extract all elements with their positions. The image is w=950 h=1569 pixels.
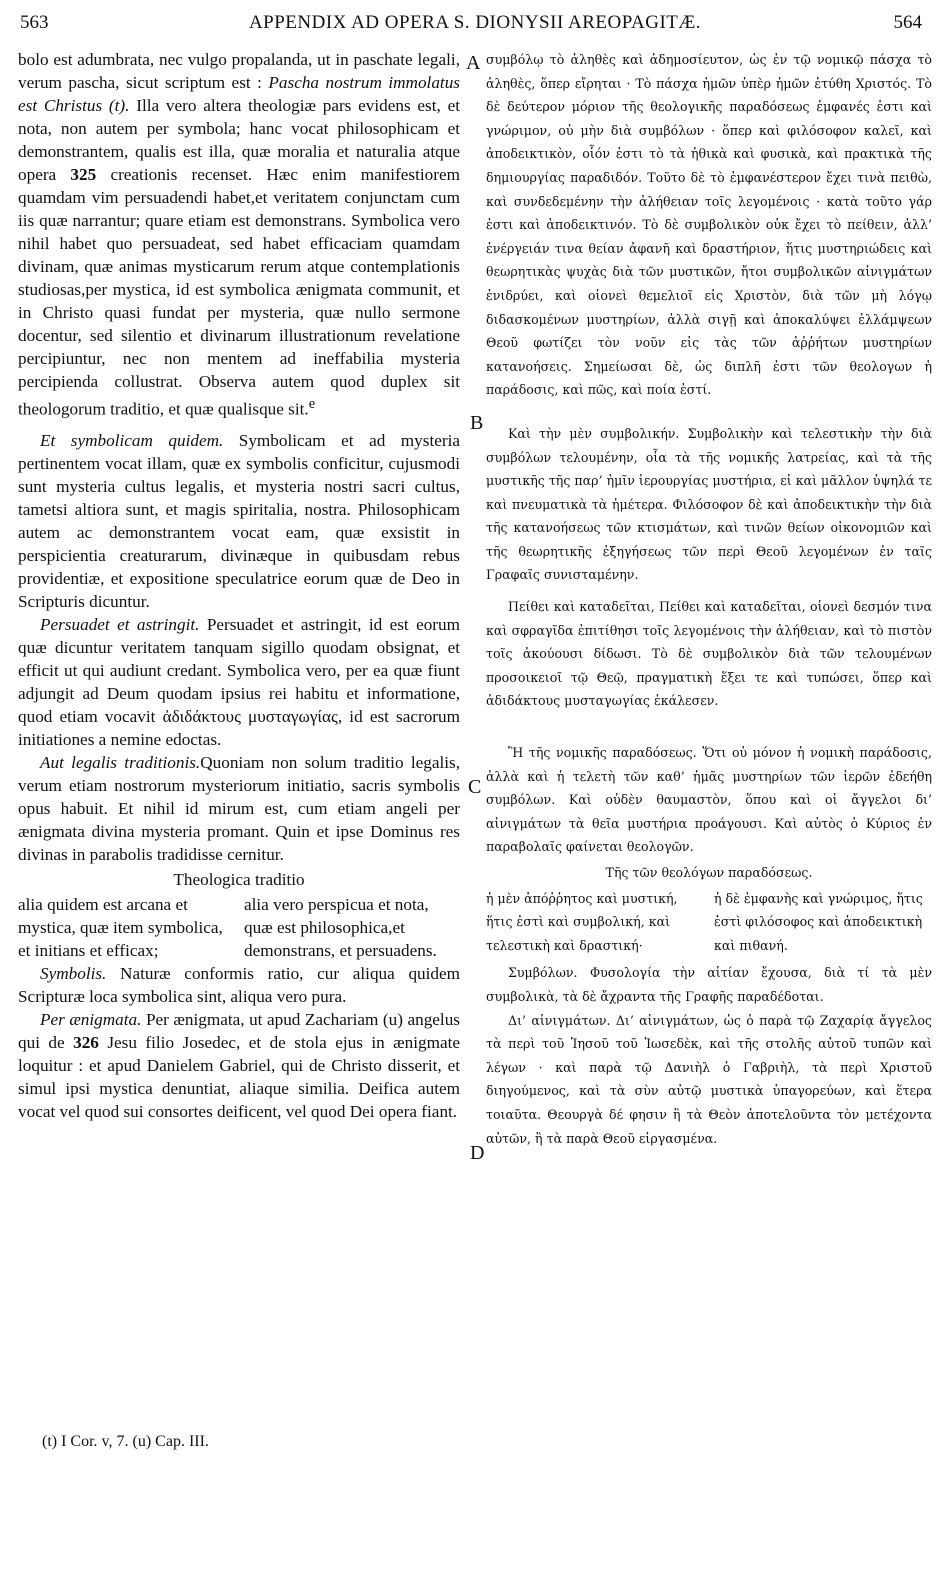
greek-paragraph: συμβόλῳ τὸ ἀληθὲς καὶ ἀδημοσίευτον, ὡς ἐν τῷ νομικῷ πάσχα τὸ ἀληθὲς, ὅπερ εἴρηται · Τὸ πάσχα ἡμῶν ὑπὲρ ἡμῶν ἐτύθη Χριστός. Τὸ δὲ δεύτερον μόριον τῆς θεολογικῆς παραδόσεως ἐμφανές ἐστι καὶ γνώριμον, οὐ μὴν διὰ συμβόλων · ὅπερ καὶ φιλόσοφον καλεῖ, καὶ ἀποδεικτικὸν, οἷόν ἐστι τὸ τὰ ἠθικὰ καὶ φυσικὰ, καὶ πρακτικὰ τῆς δημιουργίας παραδιδόν. Τοῦτο δὲ τὸ ἐμφανέστερον ἔχει τινὰ πειθὼ, καὶ συνδεδεμένην τὴν ἀλήθειαν τοῖς λεγομένοις · κατὰ τοῦτο γάρ ἐστι καὶ ἀποδεικτινόν. Τὸ δὲ συμβολικὸν οὐκ ἔχει τὸ πείθειν, ἀλλ’ ἐνέργειάν τινα θείαν ἀφανῆ καὶ δραστήριον, ἥτις μυστηριώδεις καὶ θεωρητικὰς ψυχὰς διὰ τῶν μυστικῶν, ἤτοι συμβολικῶν αἰνιγμάτων ἐνιδρύει, καὶ οἱονεὶ θεμελιοῖ εἰς Χριστὸν, διὰ τῶν μὴ λόγῳ διδασκομένων μυστηρίων, ἀλλὰ σιγῇ καὶ ἀποκαλύψει ἐλλάμψεων Θεοῦ φωτίζει τὸν νοῦν εἰς τὰς τῶν ἀῤῥήτων μυστηρίων κατανοήσεις. Σημείωσαι δὲ, ὡς διπλῆ ἐστι τῶν θεολογων ἡ παράδοσις, καὶ πῶς, καὶ ποία ἐστί. — [486, 52, 932, 398]
greek-paragraph: Δι’ αἰνιγμάτων. Δι’ αἰνιγμάτων, ὡς ὁ παρὰ τῷ Ζαχαρίᾳ ἄγγελος τὰ περὶ τοῦ Ἰησοῦ τοῦ Ἰωσεδὲκ, καὶ τῆς στολῆς αὐτοῦ τυπῶν καὶ λέγων · καὶ παρὰ τῷ Δανιὴλ ὁ Γαβριὴλ, τὰ περὶ Χριστοῦ διηγούμενος, καὶ τὰ σὺν αὐτῷ μυστικὰ ὑπαγορεύων, καὶ ἕτερα τοιαῦτα. Θεουργὰ δέ φησιν ἢ τὰ Θεὸν ἀποτελοῦντα τὸν μετέχοντα αὐτῶν, ἢ τὰ παρὰ Θεοῦ εἰργασμένα. — [486, 1012, 932, 1146]
page-number-right: 564 — [893, 12, 922, 33]
greek-chart-title: Τῆς τῶν θεολόγων παραδόσεως. — [605, 865, 813, 880]
lemma: Et symbolicam quidem. — [40, 430, 224, 450]
tradition-chart-title: Theologica traditio — [173, 869, 305, 889]
page-header — [0, 10, 950, 36]
latin-text: Naturæ conformis ratio, cur aliqua quidem Scripturæ loca symbolica sint, aliqua vero pura. — [18, 963, 460, 1006]
latin-text: Jesu filio Josedec, et de stola ejus in ænigmate loquitur : et apud Danielem Gabriel, qui de Christo disserit, et simul ipsi mystica denuntiat, aliaque similia. Deifica autem vocat vel quod sui consortes deificent, vel quod Dei opera fiant. — [18, 1032, 460, 1121]
margin-letter-a: A — [466, 52, 481, 74]
latin-text: bolo est adumbrata, nec vulgo propalanda, ut in paschate legali, verum pascha, sicut scriptum est : — [18, 50, 460, 92]
lemma: Symbolis. — [40, 963, 107, 983]
footnotes: (t) I Cor. v, 7. (u) Cap. III. — [42, 1433, 209, 1450]
latin-text: Persuadet et astringit, id est eorum quæ dicuntur veritatem tanquam sigillo quodam obsignat, et efficit ut qui audiunt credant. Symbolica vero, per ea quæ fiunt adjungit ad Deum quodam ipsius rei habitu et informatione, quod etiam vocavit ἀδιδάκτους μυσταγωγίας, id est sacrorum initiationes a nemine edoctas. — [18, 614, 460, 749]
tradition-chart — [18, 893, 460, 962]
greek-paragraph: Συμβόλων. Φυσολογία τὴν αἰτίαν ἔχουσα, διὰ τί τὰ μὲν συμβολικὰ, τὰ δὲ ἄχραντα τῆς Γραφῆς παραδέδοται. — [486, 965, 932, 1004]
page-number-left: 563 — [20, 12, 49, 33]
lemma: Aut legalis traditionis. — [40, 752, 201, 772]
margin-letter-c: C — [468, 776, 482, 798]
latin-paragraph — [18, 613, 460, 751]
latin-text: Quoniam non solum traditio legalis, verum etiam nostrorum mysteriorum initiatio, sacris symbolis opus habuit. Et nihil id mirum est, cum etiam angeli per ænigmata divina mysteria promant. Quin et ipse Dominus res divinas in parabolis tradidisse cernitur. — [18, 752, 461, 864]
margin-letter-d: D — [470, 1142, 485, 1164]
latin-text: Symbolicam et ad mysteria pertinentem vocat illam, quæ ex symbolis conficitur, cujusmodi sunt mysteria cultus legalis, et mysteria nostri sacri cultus, tametsi altiora sunt, et magis spiritalia, nostra. Philosophicam autem ac demonstrantem vocat eam, quæ exsistit in perspicientia creaturarum, divinæque in quibusdam rebus providentiæ, et expositione speculatrice eorum quæ de Deo in Scripturis dicuntur. — [18, 430, 460, 611]
latin-paragraph — [18, 429, 460, 613]
latin-column — [18, 48, 460, 1123]
greek-paragraph: Ἢ τῆς νομικῆς παραδόσεως. Ὅτι οὐ μόνον ἡ νομικὴ παράδοσις, ἀλλὰ καὶ ἡ τελετὴ τῶν καθ’ ἡμᾶς μυστηρίων τῶν ἱερῶν ἐδεήθη συμβόλων. Καὶ οὐδὲν θαυμαστὸν, ὅπου καὶ οἱ ἄγγελοι δι’ αἰνιγμάτων τὰ θεῖα μυστήρια προάγουσι. Καὶ αὐτὸς ὁ Κύριος ἐν παραβολαῖς φαίνεται θεολογῶν. — [486, 745, 932, 855]
chart-right-branch: alia vero perspicua et nota, quæ est philosophica,et demonstrans, et persuadens. — [244, 894, 437, 960]
latin-text: Per ænigmata, ut apud Zachariam (u) angelus qui de — [18, 1009, 460, 1052]
column-number: 326 — [73, 1032, 99, 1052]
margin-letter-b: B — [470, 412, 484, 434]
latin-text: creationis recenset. Hæc enim manifestiorem quamdam vim persuadendi habet,et veritatem conjunctam cum iis quæ narrantur; quare etiam est demonstrans. Symbolica vero nihil habet quo persuadeat, sed habet efficaciam quamdam divinam, quæ animas mysticarum rerum atque contemplationis studiosas,per mystica, id est symbolica ænigmata communit, et in Christo quasi fundat per mysteria, quæ nullo sermone docentur, sed silentio et divinarum illustrationum revelatione percipiuntur, nec non mentem ad ineffabilia mysteria percipienda collustrat. Observa autem quod duplex sit theologorum traditio, et quæ qualisque sit. — [18, 165, 460, 419]
latin-paragraph — [18, 751, 460, 866]
greek-column — [486, 48, 932, 1150]
latin-paragraph — [18, 1008, 460, 1123]
latin-paragraph — [18, 962, 460, 1008]
column-number: 325 — [70, 165, 97, 184]
lemma: Persuadet et astringit. — [40, 614, 200, 634]
greek-chart — [486, 887, 932, 958]
running-title: APPENDIX AD OPERA S. DIONYSII AREOPAGITÆ. — [248, 12, 702, 33]
latin-citation: Pascha nostrum immolatus est Christus (t). — [18, 73, 460, 115]
greek-paragraph: Καὶ τὴν μὲν συμβολικήν. Συμβολικὴν καὶ τελεστικὴν τὴν διὰ συμβόλων τελουμένην, οἷα τὰ τῆς νομικῆς λατρείας, καὶ τὰ τῆς μυστικῆς τῆς παρ’ ἡμῖν ἱερουργίας μυστήρια, εἰ καὶ μᾶλλον ὑψηλά τε καὶ πνευματικὰ τὰ ἡμέτερα. Φιλόσοφον δὲ καὶ ἀποδεικτικὴν τὴν διὰ τῆς κατανοήσεως τῶν κτισμάτων, καὶ τινῶν θείων οἰκονομιῶν καὶ τῆς θεωρητικῆς ἐξηγήσεως τῶν περὶ Θεοῦ λεγομένων ἐν ταῖς Γραφαῖς συνισταμένην. — [486, 425, 932, 583]
chart-left-branch: alia quidem est arcana et mystica, quæ item symbolica, et initians et efficax; — [18, 894, 223, 960]
greek-paragraph: Πείθει καὶ καταδεῖται, Πείθει καὶ καταδεῖται, οἱονεὶ δεσμόν τινα καὶ σφραγῖδα ἐπιτίθησι τοῖς λεγομένοις τὴν ἀλήθειαν, καὶ τὸ πιστὸν τοῖς ἀκούουσι δίδωσι. Τὸ δὲ συμβολικὸν διὰ τῶν τελουμένων προσοικειοῖ τῷ Θεῷ, πραγματικὴ ἕξει τε καὶ τυπώσει, ὅπερ καὶ ἀδιδάκτους μυσταγωγίας ἐκάλεσεν. — [486, 599, 932, 709]
latin-text: Illa vero altera theologiæ pars evidens est, et nota, non autem per symbola; hanc vocat philosophicam et demonstrantem, qualis est illa, quæ moralia et naturalia atque opera — [18, 96, 460, 184]
latin-paragraph — [18, 48, 460, 421]
lemma: Per ænigmata. — [40, 1009, 142, 1029]
footnote-marker: e — [308, 396, 316, 412]
greek-chart-right: ἡ δὲ ἐμφανὴς καὶ γνώριμος, ἥτις ἐστὶ φιλόσοφος καὶ ἀποδεικτικὴ καὶ πιθανή. — [714, 890, 923, 953]
greek-chart-left: ἡ μὲν ἀπόῤῥητος καὶ μυστική, ἥτις ἐστὶ καὶ συμβολική, καὶ τελεστικὴ καὶ δραστική· — [486, 890, 678, 953]
